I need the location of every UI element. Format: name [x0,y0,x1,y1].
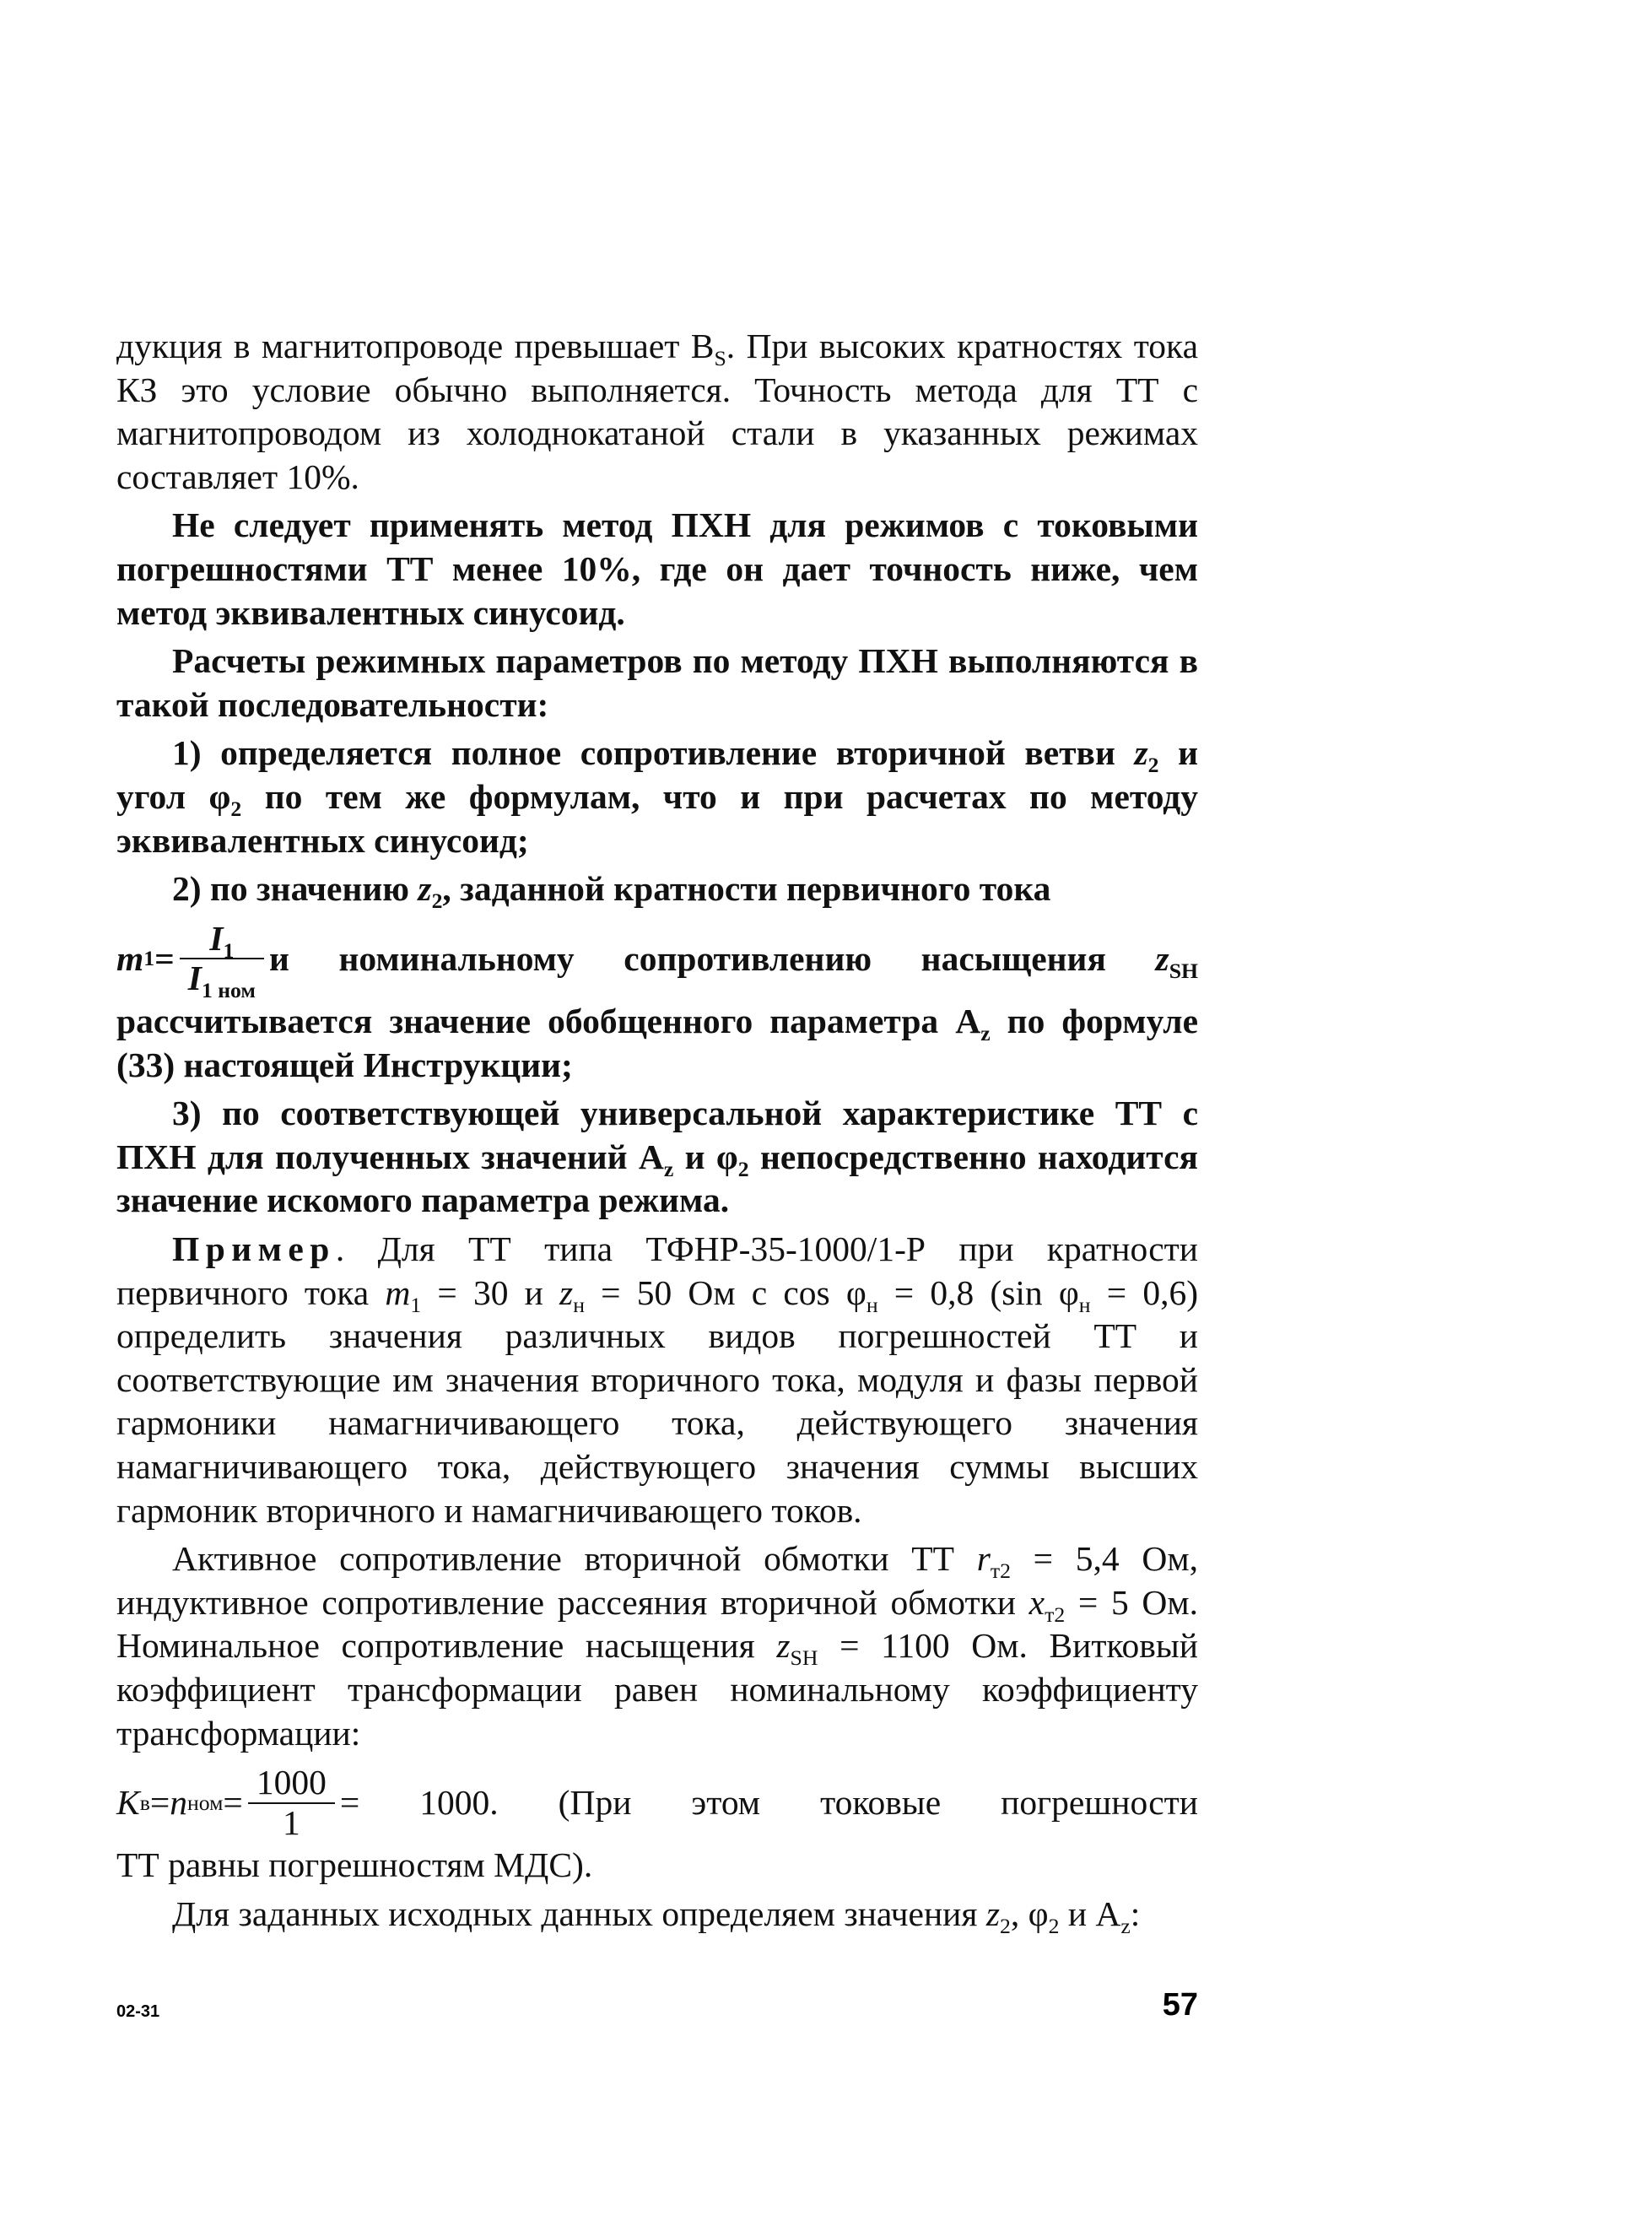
paragraph-sequence-intro: Расчеты режимных параметров по методу ПХН выполняются в такой последовательности: [116,641,1198,724]
print-code: 02-31 [116,2002,160,2021]
list-item-3: 3) по соответствующей универсальной характеристике ТТ с ПХН для полученных значений $A_z$ и $\varphi_2$ непосредственно находится значение искомого параметра режима. [116,1094,1198,1220]
list-item-1: 1) определяется полное сопротивление вторичной ветви $z_2$ и угол $\varphi_2$ по тем же формулам, что и при расчетах по методу эквивалентных синусоид; [116,733,1199,860]
example-label: Пример [172,1229,336,1268]
final-paragraph: Для заданных исходных данных определяем значения $z_2$, $\varphi_2$ и $A_z$: [172,1893,1141,1938]
page-number: 57 [1162,1987,1198,2023]
page-body [116,325,1198,1937]
formula-multiplicity: m 1 = $\frac{I_1}{I_{1 ном}}$ и номинальному сопротивлению насыщения $z_{SH}$ [116,918,1198,1003]
turns-ratio-cont: ТТ равны погрешностям МДС). [116,1845,593,1885]
resistance-paragraph: Активное сопротивление вторичной обмотки ТТ $r_{т2} = 5,4$ Ом, индуктивное сопротивление рассеяния вторичной обмотки $x_{т2} = 5$ Ом. Номинальное сопротивление насыщения $z_{SH} = 1100$ Ом. Витковый коэффициент трансформации равен номинальному коэффициенту трансформации: [116,1539,1198,1753]
list-item-2-cont: рассчитывается значение обобщенного параметра $A_z$ по формуле (33) настоящей Инструкции; [116,1002,1198,1084]
paragraph-1: дукция в магнитопроводе превышает $B_S$. При высоких кратностях тока КЗ это условие обычно выполняется. Точность метода для ТТ с магнитопроводом из холоднокатаной стали в указанных режимах составляет 10%. [116,327,1198,496]
list-item-2: 2) по значению $z_2$, заданной кратности первичного тока [172,869,1051,914]
example-paragraph: Пример. Для ТТ типа ТФНР-35-1000/1-Р при кратности первичного тока $m_1 = 30$ и $z_н = 50$ Ом с $\cos \varphi_н = 0,8$ (sin $\varphi_н = 0,6$) определить значения различных видов погрешностей ТТ и соответствующие им значения вторичного тока, модуля и фазы первой гармоники намагничивающего тока, действующего значения намагничивающего тока, действующего значения суммы высших гармоник вторичного и намагничивающего токов. [116,1229,1199,1530]
paragraph-warning: Не следует применять метод ПХН для режимов с токовыми погрешностями ТТ менее 10%, где он дает точность ниже, чем метод эквивалентных синусоид. [116,505,1198,632]
formula-turns-ratio: K в = n ном = $\frac{1000}{1}$ = 1000. (При этом токовые погрешности [116,1763,1198,1842]
fraction-ratio: $\frac{1000}{1}$ [248,1764,335,1842]
fraction-current-ratio: $\frac{I_1}{I_{1 ном}}$ [180,920,264,998]
